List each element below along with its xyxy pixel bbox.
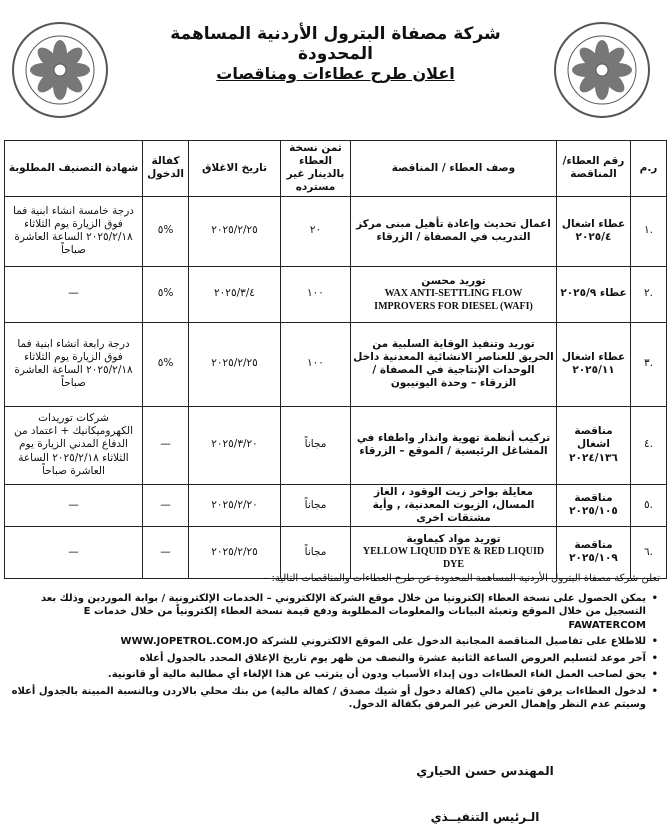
row-desc bbox=[351, 406, 557, 484]
row-cert: — bbox=[5, 266, 143, 322]
company-logo-right bbox=[552, 20, 652, 120]
list-item: • آخر موعد لتسليم العروض الساعة الثانية عشرة والنصف من ظهر يوم تاريخ الإغلاق المحدد بالجدول أعلاه bbox=[8, 652, 646, 666]
row-price: ١٠٠ bbox=[281, 266, 351, 322]
row-close: ٢٠٢٥/٢/٢٠ bbox=[189, 484, 281, 526]
row-code: مناقصة ٢٠٢٥/١٠٥ bbox=[557, 484, 631, 526]
intro-text: تعلن شركة مصفاة البترول الأردنية المساهمة المحدودة عن طرح العطاءات والمناقصات التالية: – bbox=[263, 573, 660, 584]
row-price: مجاناً bbox=[281, 484, 351, 526]
row-code: عطاء اشغال ٢٠٢٥/١١ bbox=[557, 322, 631, 406]
row-price: ١٠٠ bbox=[281, 322, 351, 406]
row-close: ٢٠٢٥/٢/٢٥ bbox=[189, 322, 281, 406]
signatory-title: الـرئيس التنفيــذي bbox=[430, 810, 540, 824]
list-item: • يحق لصاحب العمل الغاء العطاءات دون إبداء الأسباب ودون أن يترتب عن هذا الإلغاء أي مطالبة مالية أو قانونية. bbox=[8, 668, 646, 682]
row-bond: %٥ bbox=[143, 196, 189, 266]
row-desc-en: YELLOW LIQUID DYE & RED LIQUID DYE bbox=[362, 546, 545, 570]
row-cert: درجة خامسة انشاء ابنية فما فوق الزيارة يوم الثلاثاء ٢٠٢٥/٢/١٨ الساعة العاشرة صباحاً bbox=[5, 196, 143, 266]
table-row bbox=[5, 266, 667, 322]
row-close: ٢٠٢٥/٣/٢٠ bbox=[189, 406, 281, 484]
header bbox=[0, 0, 671, 140]
row-desc bbox=[351, 196, 557, 266]
row-cert: — bbox=[5, 526, 143, 578]
row-bond: %٥ bbox=[143, 266, 189, 322]
row-price: مجاناً bbox=[281, 526, 351, 578]
row-close: ٢٠٢٥/٢/٢٥ bbox=[189, 526, 281, 578]
row-num: .٥ bbox=[631, 484, 667, 526]
row-desc bbox=[351, 526, 557, 578]
header-num: ر.م bbox=[631, 141, 667, 197]
row-close: ٢٠٢٥/٢/٢٥ bbox=[189, 196, 281, 266]
row-price: مجاناً bbox=[281, 406, 351, 484]
row-cert: — bbox=[5, 484, 143, 526]
row-desc-en: WAX ANTI-SETTLING FLOW IMPROVERS FOR DIESEL (WAFI) bbox=[374, 288, 533, 312]
header-code: رقم العطاء/المناقصة bbox=[557, 141, 631, 197]
list-item: • للاطلاع على تفاصيل المناقصة المجانية الدخول على الموقع الالكتروني للشركة WWW.JOPETROL.COM.JO bbox=[8, 635, 646, 649]
row-desc bbox=[351, 322, 557, 406]
table-header-row bbox=[5, 141, 667, 197]
row-bond: — bbox=[143, 526, 189, 578]
row-num: .٤ bbox=[631, 406, 667, 484]
tenders-table bbox=[4, 140, 667, 579]
row-close: ٢٠٢٥/٣/٤ bbox=[189, 266, 281, 322]
row-num: .٦ bbox=[631, 526, 667, 578]
row-cert: شركات توريدات الكهروميكانيك + اعتماد من الدفاع المدني الزيارة يوم الثلاثاء ٢٠٢٥/٢/١٨ الساعة العاشرة صباحاً bbox=[5, 406, 143, 484]
row-desc-ar: توريد محسن bbox=[421, 274, 486, 287]
table-row bbox=[5, 406, 667, 484]
row-desc-ar: اعمال تحديث وإعادة تأهيل مبنى مركز التدريب في المصفاة / الزرقاء bbox=[356, 217, 551, 243]
footer-notes bbox=[8, 572, 660, 715]
row-code: مناقصة ٢٠٢٥/١٠٩ bbox=[557, 526, 631, 578]
table-row bbox=[5, 196, 667, 266]
row-desc-ar: توريد وتنفيذ الوقاية السلبية من الحريق للعناصر الانشائية المعدنية داخل الوحدات الإنتاجية في المصفاة / الزرقاء – وحدة اليونيبون bbox=[353, 337, 554, 390]
announcement-subtitle: اعلان طرح عطاءات ومناقصات bbox=[216, 64, 455, 83]
row-num: .١ bbox=[631, 196, 667, 266]
notes-list bbox=[8, 592, 660, 712]
header-desc: وصف العطاء / المناقصة bbox=[351, 141, 557, 197]
header-close: تاريخ الاغلاق bbox=[189, 141, 281, 197]
row-bond: — bbox=[143, 406, 189, 484]
header-price: ثمن نسخة العطاء بالدينار غير مسترده bbox=[281, 141, 351, 197]
row-desc-ar: معايلة بواخر زيت الوقود ، الغاز المسال، الزيوت المعدنية، , وأية مشتقات اخرى bbox=[372, 485, 535, 524]
row-code: مناقصة اشغال ٢٠٢٤/١٣٦ bbox=[557, 406, 631, 484]
row-cert: درجة رابعة انشاء ابنية فما فوق الزيارة يوم الثلاثاء ٢٠٢٥/٢/١٨ الساعة العاشرة صباحاً bbox=[5, 322, 143, 406]
company-logo-left bbox=[10, 20, 110, 120]
table-row bbox=[5, 526, 667, 578]
row-price: ٢٠ bbox=[281, 196, 351, 266]
row-num: .٢ bbox=[631, 266, 667, 322]
row-code: عطاء اشغال ٢٠٢٥/٤ bbox=[557, 196, 631, 266]
signatory-name: المهندس حسن الحياري bbox=[416, 764, 554, 778]
header-cert: شهادة التصنيف المطلوبة bbox=[5, 141, 143, 197]
row-code: عطاء ٢٠٢٥/٩ bbox=[557, 266, 631, 322]
list-item: • لدخول العطاءات يرفق تامين مالي (كفالة دخول أو شيك مصدق / كفالة مالية) من بنك محلي بالاردن وبالنسبة المبينة بالجدول أعلاه وسيتم عدم النظر وإهمال العرض غير المرفق بكفالة الدخول. bbox=[8, 685, 646, 712]
header-bond: كفالة الدخول bbox=[143, 141, 189, 197]
row-bond: — bbox=[143, 484, 189, 526]
list-item: • يمكن الحصول على نسخة العطاء إلكترونيا من خلال موقع الشركة الإلكتروني – الخدمات الإلكترونية / بوابة الموردين وذلك بعد التسجيل من خلال الموقع وتعبئة البيانات والمعلومات المطلوبة ودفع قيمة نسخة العطاء إلكترونياً من خلال خدمات E FAWATERCOM bbox=[8, 592, 646, 633]
row-desc bbox=[351, 266, 557, 322]
row-desc bbox=[351, 484, 557, 526]
table-row bbox=[5, 484, 667, 526]
row-bond: %٥ bbox=[143, 322, 189, 406]
company-title: شركة مصفاة البترول الأردنية المساهمة المحدودة bbox=[170, 24, 501, 64]
row-desc-ar: تركيب أنظمة تهوية وانذار واطفاء في المشاغل الرئيسية / الموقع – الزرقاء bbox=[356, 431, 551, 457]
row-num: .٣ bbox=[631, 322, 667, 406]
row-desc-ar: توريد مواد كيماوية bbox=[406, 533, 501, 546]
table-row bbox=[5, 322, 667, 406]
